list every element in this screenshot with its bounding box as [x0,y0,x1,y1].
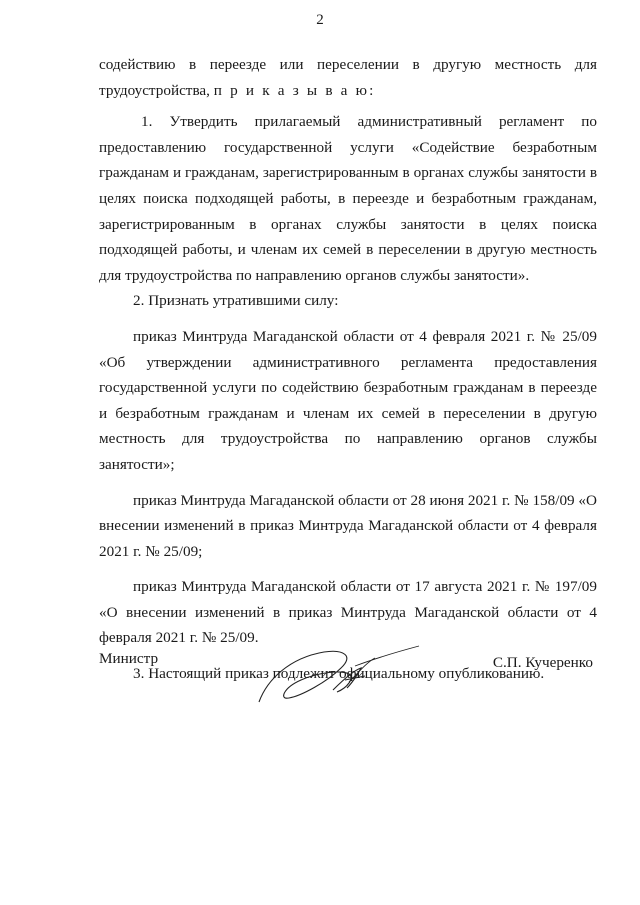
page-number: 2 [316,12,324,28]
signature-block [99,650,597,740]
order-word: п р и к а з ы в а ю: [213,81,376,99]
paragraph-order-25-09: приказ Минтруда Магаданской области от 4 февраля 2021 г. № 25/09 «Об утверждении административного регламента предоставления государственной услуги по содействию безработным гражданам в переезде и безработным гражданам и членам их семей в переселении в другую местность для трудоустройства по направлению органов службы занятости»; [99,327,597,473]
paragraph-intro [99,52,597,103]
paragraph-order-197-09: приказ Минтруда Магаданской области от 17 августа 2021 г. № 197/09 «О внесении изменений в приказ Минтруда Магаданской области от 4 февраля 2021 г. № 25/09. [99,578,597,647]
intro-text: содействию в переезде или переселении в другую местность для трудоустройства, [99,56,597,99]
paragraph-item-3: 3. Настоящий приказ подлежит официальному опубликованию. [133,665,545,683]
handwritten-signature [249,640,429,720]
signatory-position: Министр [99,650,159,667]
paragraph-item-1: 1. Утвердить прилагаемый административный регламент по предоставлению государственной услуги «Содействие безработным гражданам и гражданам, зарегистрированным в органах службы занятости в целях поиска подходящей работы, в переезде и безработным гражданам, зарегистрированным в органах службы занятости в целях поиска подходящей работы, и членам их семей в переселении в другую местность для трудоустройства по направлению органов службы занятости». [99,113,597,284]
paragraph-order-158-09: приказ Минтруда Магаданской области от 28 июня 2021 г. № 158/09 «О внесении изменений в приказ Минтруда Магаданской области от 4 февраля 2021 г. № 25/09; [99,491,597,560]
paragraph-item-2: 2. Признать утратившими силу: [133,292,339,310]
signatory-name: С.П. Кучеренко [492,654,593,671]
document-body [99,52,597,687]
